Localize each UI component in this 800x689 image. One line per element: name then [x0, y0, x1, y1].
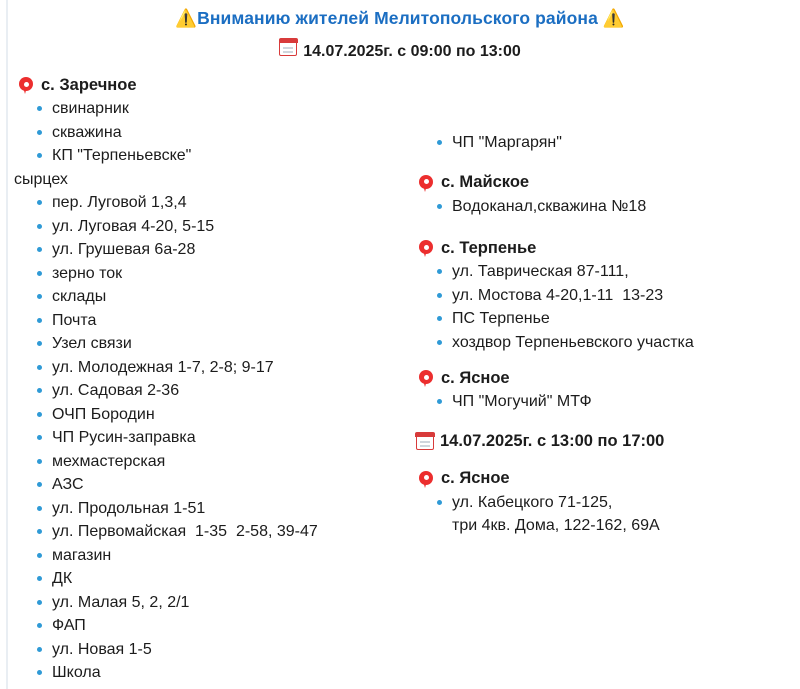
- place-heading-terpenye: [418, 238, 800, 258]
- map-pin-icon: [418, 173, 434, 193]
- list-item: ДК: [36, 567, 400, 591]
- list-item: ул. Малая 5, 2, 2/1: [36, 591, 400, 615]
- list-item: ул. Молодежная 1-7, 2-8; 9-17: [36, 356, 400, 380]
- list-item: ЧП "Могучий" МТФ: [436, 390, 800, 414]
- list-item: Почта: [36, 309, 400, 333]
- primary-date-text: 14.07.2025г. с 09:00 по 13:00: [303, 43, 521, 60]
- place-items-yasnoe-2: [414, 491, 800, 538]
- place-name: с. Майское: [441, 173, 530, 191]
- list-item: ОЧП Бородин: [36, 403, 400, 427]
- place-items-mayskoe: [414, 195, 800, 219]
- place-block-yasnoe-1: [414, 368, 800, 414]
- list-item: Узел связи: [36, 332, 400, 356]
- list-item: ул. Грушевая 6а-28: [36, 238, 400, 262]
- map-pin-icon: [418, 238, 434, 258]
- warning-icon-right: ⚠️: [602, 9, 625, 29]
- place-name: с. Ясное: [441, 469, 510, 487]
- list-item: пер. Луговой 1,3,4: [36, 191, 400, 215]
- list-item: скважина: [36, 121, 400, 145]
- list-item: ул. Луговая 4-20, 5-15: [36, 215, 400, 239]
- list-item: ул. Продольная 1-51: [36, 497, 400, 521]
- secondary-date-text: 14.07.2025г. с 13:00 по 17:00: [440, 431, 665, 450]
- right-column: [400, 71, 800, 685]
- place-name: с. Ясное: [441, 368, 510, 387]
- place-heading-yasnoe-1: [418, 368, 800, 388]
- calendar-icon: [416, 433, 434, 450]
- list-item: ул. Кабецкого 71-125,: [436, 491, 800, 515]
- place-name: с. Заречное: [41, 75, 137, 94]
- list-item: ул. Первомайская 1-35 2-58, 39-47: [36, 520, 400, 544]
- list-item: ул. Садовая 2-36: [36, 379, 400, 403]
- place-items-yasnoe-1: [414, 390, 800, 414]
- list-item: АЗС: [36, 473, 400, 497]
- secondary-date-line: [416, 432, 800, 451]
- list-item: Водоканал,скважина №18: [436, 195, 800, 219]
- left-column: [0, 71, 400, 685]
- list-item: ЧП "Маргарян": [436, 131, 800, 155]
- list-item: ул. Новая 1-5: [36, 638, 400, 662]
- place-items-terpenye: [414, 260, 800, 354]
- page-title: [0, 0, 800, 29]
- place-block-yasnoe-2: [414, 469, 800, 538]
- place-heading-mayskoe: [418, 173, 800, 193]
- list-item: ПС Терпенье: [436, 307, 800, 331]
- list-item: ЧП Русин-заправка: [36, 426, 400, 450]
- list-item: сырцех: [14, 170, 68, 188]
- place-items-zarechnoe: [14, 97, 400, 685]
- list-item: хоздвор Терпеньевского участка: [436, 331, 800, 355]
- map-pin-icon: [418, 368, 434, 388]
- place-block-terpenye: [414, 238, 800, 354]
- warning-icon-left: ⚠️: [175, 9, 198, 29]
- content-columns: [0, 71, 800, 685]
- list-item: мехмастерская: [36, 450, 400, 474]
- list-item: Школа: [36, 661, 400, 685]
- list-item: ФАП: [36, 614, 400, 638]
- list-item: магазин: [36, 544, 400, 568]
- map-pin-icon: [18, 75, 34, 95]
- left-rule-divider: [6, 0, 8, 689]
- list-item: КП "Терпеньевске": [36, 144, 400, 168]
- place-name: с. Терпенье: [441, 238, 537, 257]
- list-item: три 4кв. Дома, 122-162, 69А: [452, 517, 660, 534]
- page-title-text: Вниманию жителей Мелитопольского района: [197, 8, 598, 28]
- list-item: ул. Мостова 4-20,1-11 13-23: [436, 284, 800, 308]
- list-item: ул. Таврическая 87-111,: [436, 260, 800, 284]
- list-item: свинарник: [36, 97, 400, 121]
- place-heading-zarechnoe: [18, 75, 400, 95]
- list-item: склады: [36, 285, 400, 309]
- place-heading-yasnoe-2: [418, 469, 800, 489]
- right-lead-items: [414, 131, 800, 155]
- primary-date-line: [0, 39, 800, 61]
- place-block-mayskoe: [414, 173, 800, 219]
- list-item: зерно ток: [36, 262, 400, 286]
- calendar-icon: [279, 39, 297, 56]
- map-pin-icon: [418, 469, 434, 489]
